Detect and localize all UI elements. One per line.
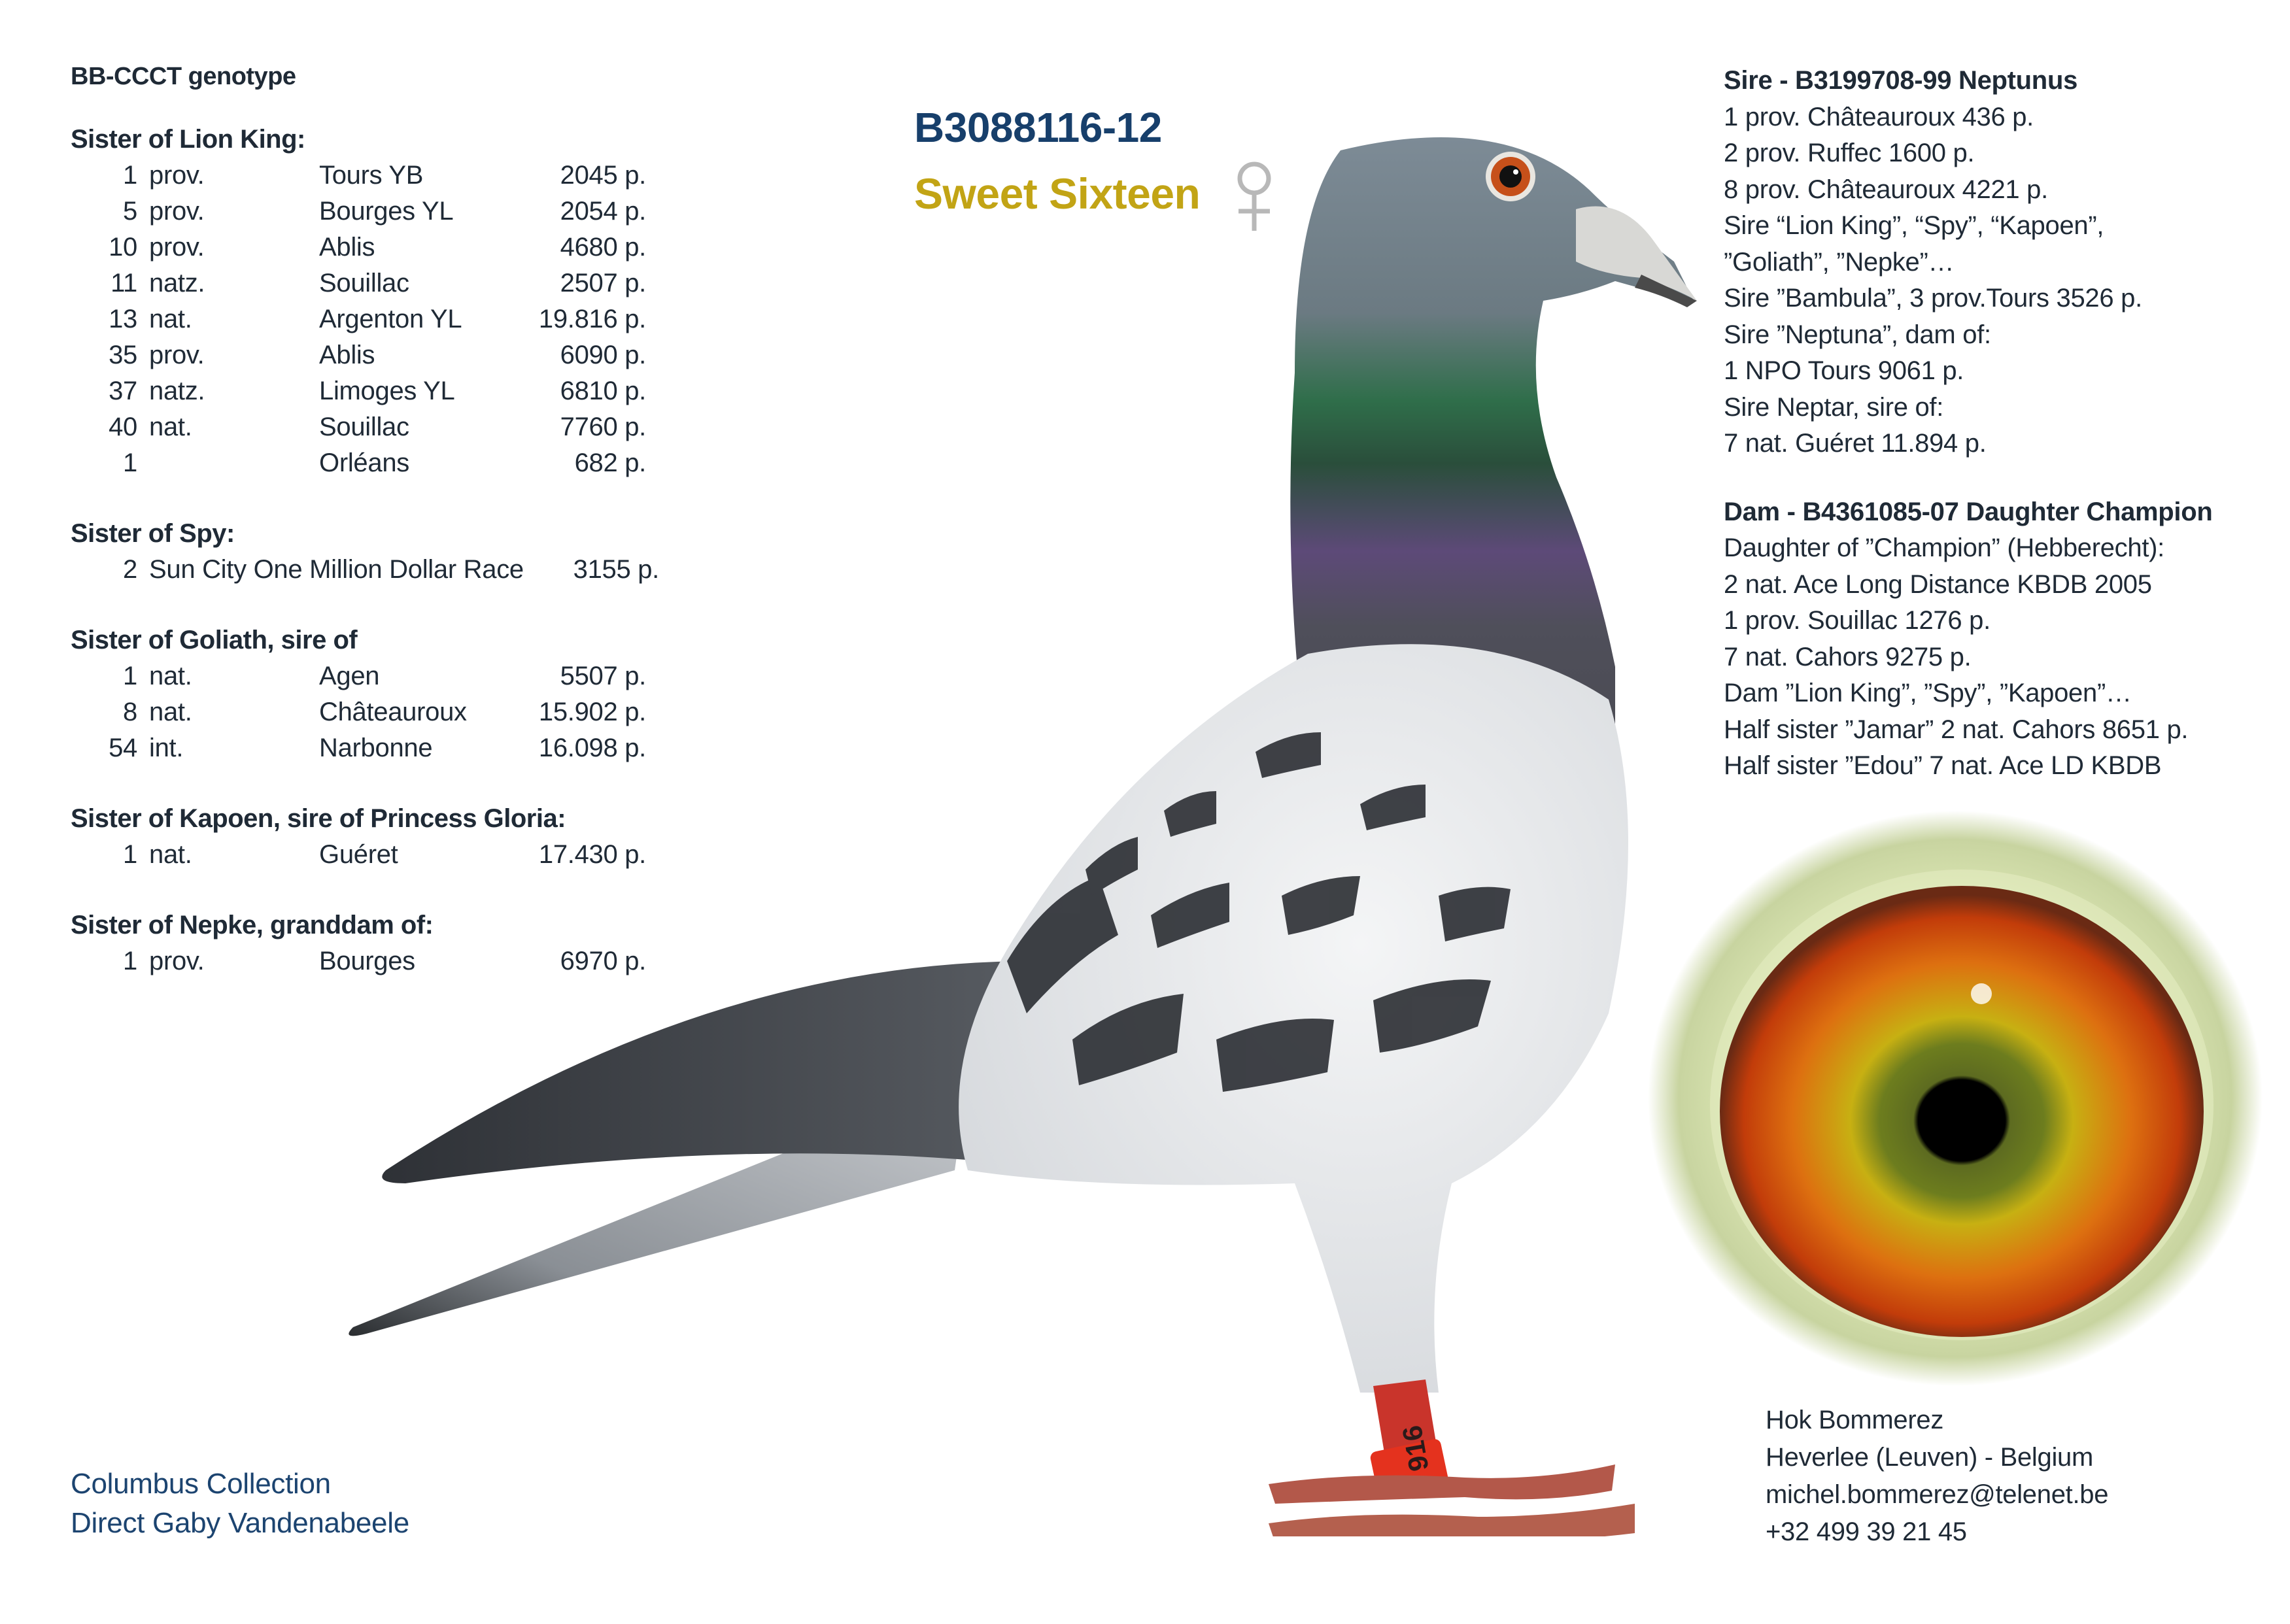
eye-closeup-photo — [1622, 798, 2289, 1412]
sire-line: Sire ”Neptuna”, dam of: — [1724, 320, 1991, 349]
section-title: Sister of Goliath, sire of — [71, 626, 358, 654]
sire-line: Sire Neptar, sire of: — [1724, 392, 1944, 422]
pedigree — [1724, 63, 2286, 817]
result-row — [71, 445, 659, 481]
dam-block — [1724, 494, 2286, 785]
result-row — [71, 552, 659, 588]
race: Agen — [319, 662, 380, 690]
result-row — [71, 694, 659, 730]
result-row — [71, 301, 659, 337]
collection-credit — [71, 1464, 409, 1543]
dam-line: 7 nat. Cahors 9275 p. — [1724, 642, 1972, 671]
race: Narbonne — [319, 734, 433, 762]
level: nat. — [149, 840, 192, 869]
birds: 4680 p. — [560, 233, 646, 262]
section-title: Sister of Lion King: — [71, 125, 305, 154]
race: Orléans — [319, 448, 409, 477]
level: prov. — [149, 197, 205, 226]
dam-line: Daughter of ”Champion” (Hebberecht): — [1724, 533, 2164, 562]
level — [137, 445, 319, 481]
result-row — [71, 373, 659, 409]
birds: 2507 p. — [560, 269, 646, 297]
dam-line: 1 prov. Souillac 1276 p. — [1724, 606, 1991, 635]
level: nat. — [149, 413, 192, 441]
birds: 5507 p. — [560, 662, 646, 690]
collection-line: Columbus Collection — [71, 1468, 331, 1500]
level: nat. — [149, 662, 192, 690]
rank: 1 — [123, 448, 137, 477]
race: Châteauroux — [319, 698, 467, 726]
sire-block — [1724, 63, 2286, 462]
race: Ablis — [319, 341, 375, 369]
result-row — [71, 730, 659, 766]
birds: 2045 p. — [560, 161, 646, 190]
rank: 54 — [109, 734, 137, 762]
contact-info — [1766, 1402, 2108, 1551]
result-row — [71, 229, 659, 265]
section-title: Sister of Nepke, granddam of: — [71, 911, 434, 939]
race: Ablis — [319, 233, 375, 262]
result-row — [71, 837, 659, 873]
dam-line: 2 nat. Ace Long Distance KBDB 2005 — [1724, 569, 2152, 599]
race: Argenton YL — [319, 305, 462, 333]
sire-line: 7 nat. Guéret 11.894 p. — [1724, 429, 1987, 458]
section-title: Sister of Spy: — [71, 519, 235, 548]
result-row — [71, 658, 659, 694]
level: prov. — [149, 947, 205, 975]
rank: 40 — [109, 413, 137, 441]
section-spy — [71, 515, 659, 588]
rank: 1 — [123, 662, 137, 690]
birds: 2054 p. — [560, 197, 646, 226]
rank: 13 — [109, 305, 137, 333]
email: michel.bommerez@telenet.be — [1766, 1480, 2109, 1509]
phone: +32 499 39 21 45 — [1766, 1517, 1967, 1546]
level: natz. — [149, 269, 205, 297]
sire-line: 1 prov. Châteauroux 436 p. — [1724, 102, 2034, 131]
sire-line: 2 prov. Ruffec 1600 p. — [1724, 139, 1975, 167]
sire-line: Sire “Lion King”, “Spy”, “Kapoen”, — [1724, 211, 2104, 240]
race: Bourges — [319, 947, 415, 975]
section-lion-king — [71, 121, 659, 481]
section-title: Sister of Kapoen, sire of Princess Gloria: — [71, 804, 566, 833]
birds: 6970 p. — [560, 947, 646, 975]
loft-name: Hok Bommerez — [1766, 1406, 1944, 1434]
sire-title: Sire - B3199708-99 Neptunus — [1724, 66, 2078, 95]
result-row — [71, 158, 659, 194]
location: Heverlee (Leuven) - Belgium — [1766, 1443, 2094, 1472]
race: Tours YB — [319, 161, 424, 190]
race: Guéret — [319, 840, 398, 869]
birds: 7760 p. — [560, 413, 646, 441]
sire-line: 8 prov. Châteauroux 4221 p. — [1724, 175, 2048, 204]
race: Sun City One Million Dollar Race — [149, 555, 524, 584]
rank: 37 — [109, 377, 137, 405]
sire-line: Sire ”Bambula”, 3 prov.Tours 3526 p. — [1724, 284, 2142, 313]
dam-line: Dam ”Lion King”, ”Spy”, ”Kapoen”… — [1724, 679, 2132, 707]
birds: 6090 p. — [560, 341, 646, 369]
rank: 2 — [123, 555, 137, 584]
level: natz. — [149, 377, 205, 405]
birds: 16.098 p. — [538, 734, 646, 762]
level: prov. — [149, 233, 205, 262]
sire-line: ”Goliath”, ”Nepke”… — [1724, 247, 1955, 277]
sire-line: 1 NPO Tours 9061 p. — [1724, 356, 1964, 385]
rank: 35 — [109, 341, 137, 369]
race: Bourges YL — [319, 197, 454, 226]
level: nat. — [149, 305, 192, 333]
pigeon-name: Sweet Sixteen — [914, 169, 1201, 218]
dam-line: Half sister ”Edou” 7 nat. Ace LD KBDB — [1724, 751, 2162, 780]
female-sex-icon — [1235, 160, 1274, 232]
birds: 19.816 p. — [538, 305, 646, 333]
birds: 682 p. — [574, 448, 646, 477]
performance-list — [71, 63, 659, 1013]
birds: 3155 p. — [573, 555, 659, 584]
level: prov. — [149, 341, 205, 369]
ring-number: B3088116-12 — [914, 104, 1162, 151]
result-row — [71, 265, 659, 301]
section-nepke — [71, 907, 659, 979]
rank: 1 — [123, 947, 137, 975]
level: prov. — [149, 161, 205, 190]
section-goliath — [71, 622, 659, 766]
dam-line: Half sister ”Jamar” 2 nat. Cahors 8651 p. — [1724, 715, 2189, 744]
dam-title: Dam - B4361085-07 Daughter Champion — [1724, 497, 2213, 526]
level: int. — [149, 734, 184, 762]
genotype-label: BB-CCCT genotype — [71, 63, 296, 90]
race: Souillac — [319, 269, 409, 297]
rank: 10 — [109, 233, 137, 262]
rank: 5 — [123, 197, 137, 226]
result-row — [71, 409, 659, 445]
rank: 8 — [123, 698, 137, 726]
birds: 15.902 p. — [538, 698, 646, 726]
collection-line: Direct Gaby Vandenabeele — [71, 1507, 409, 1539]
rank: 11 — [111, 269, 137, 297]
rank: 1 — [123, 840, 137, 869]
race: Limoges YL — [319, 377, 455, 405]
result-row — [71, 943, 659, 979]
leg-ring-text: 916 — [1396, 1423, 1435, 1474]
result-row — [71, 337, 659, 373]
birds: 6810 p. — [560, 377, 646, 405]
level: nat. — [149, 698, 192, 726]
birds: 17.430 p. — [538, 840, 646, 869]
rank: 1 — [123, 161, 137, 190]
section-kapoen — [71, 800, 659, 873]
result-row — [71, 194, 659, 229]
race: Souillac — [319, 413, 409, 441]
